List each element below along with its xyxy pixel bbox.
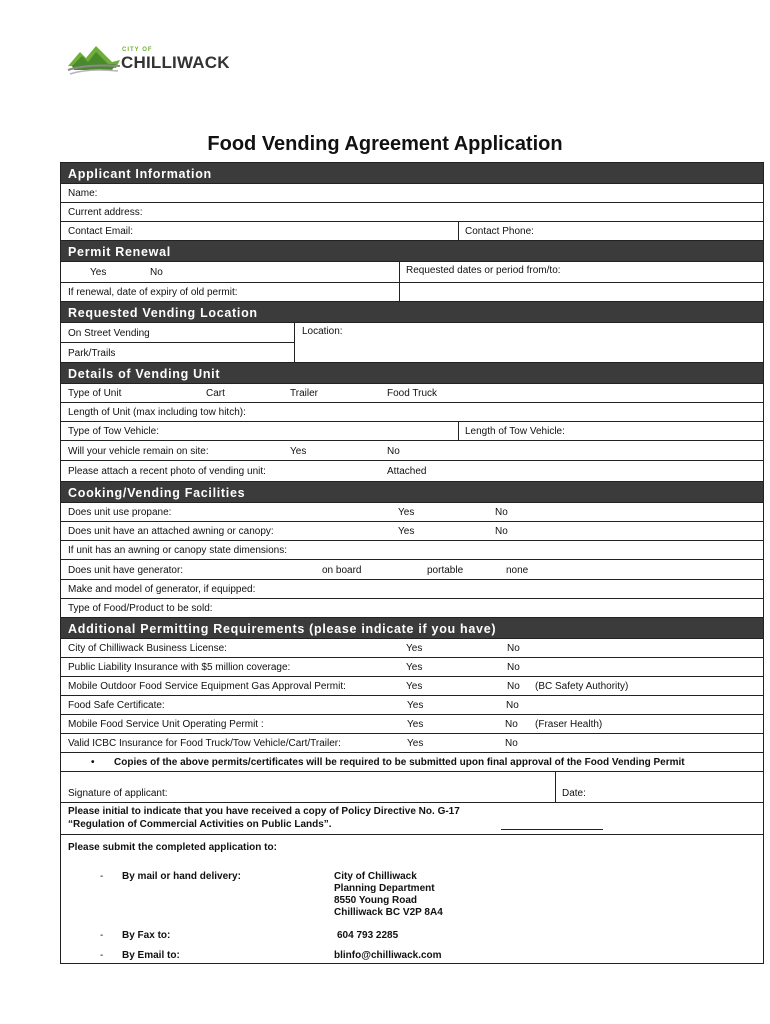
address-label: Current address:	[68, 207, 143, 218]
renewal-yes-no-row[interactable]	[61, 262, 763, 283]
gas-approval-label: Mobile Outdoor Food Service Equipment Gas Approval Permit:	[68, 681, 346, 692]
unit-type-label: Type of Unit	[68, 388, 122, 399]
business-yes-option[interactable]: Yes	[406, 643, 423, 654]
dash-email: -	[100, 950, 104, 961]
business-no-option[interactable]: No	[507, 643, 520, 654]
page-title: Food Vending Agreement Application	[207, 133, 563, 155]
tow-vehicle-row[interactable]	[61, 422, 763, 441]
photo-row[interactable]	[61, 461, 763, 482]
food-safe-row[interactable]	[61, 696, 763, 715]
operating-yes-option[interactable]: Yes	[407, 719, 424, 730]
applicant-address-row[interactable]	[61, 203, 763, 222]
divider	[458, 222, 459, 240]
signature-label: Signature of applicant:	[68, 788, 168, 799]
trailer-option[interactable]: Trailer	[290, 388, 318, 399]
mountain-logo-icon	[66, 44, 122, 78]
bullet-icon: •	[91, 757, 95, 768]
mail-label: By mail or hand delivery:	[122, 871, 241, 882]
operating-permit-label: Mobile Food Service Unit Operating Permit :	[68, 719, 264, 730]
dash-fax: -	[100, 930, 104, 941]
remain-label: Will your vehicle remain on site:	[68, 446, 209, 457]
operating-permit-row[interactable]	[61, 715, 763, 734]
mail-line-2: Planning Department	[334, 883, 435, 894]
icbc-yes-option[interactable]: Yes	[407, 738, 424, 749]
section-additional-permits: Additional Permitting Requirements (please indicate if you have)	[61, 618, 763, 639]
location-label: Location:	[302, 326, 343, 337]
awning-label: Does unit have an attached awning or canopy:	[68, 526, 274, 537]
phone-label: Contact Phone:	[465, 226, 534, 237]
divider	[399, 283, 400, 301]
tow-length-label: Length of Tow Vehicle:	[465, 426, 565, 437]
submit-heading: Please submit the completed application to:	[68, 842, 277, 853]
business-license-row[interactable]	[61, 639, 763, 658]
application-form	[60, 162, 764, 964]
propane-no-option[interactable]: No	[495, 507, 508, 518]
food-safe-label: Food Safe Certificate:	[68, 700, 165, 711]
generator-label: Does unit have generator:	[68, 565, 184, 576]
expiry-label: If renewal, date of expiry of old permit:	[68, 287, 238, 298]
street-vending-option[interactable]: On Street Vending	[68, 328, 150, 339]
renewal-expiry-row[interactable]	[61, 283, 763, 302]
initial-blank[interactable]	[501, 829, 603, 830]
logo-city-of: CITY OF	[122, 47, 153, 53]
liability-label: Public Liability Insurance with $5 million coverage:	[68, 662, 291, 673]
date-label: Date:	[562, 788, 586, 799]
renewal-no-option[interactable]: No	[150, 267, 163, 278]
liability-no-option[interactable]: No	[507, 662, 520, 673]
remain-yes-option[interactable]: Yes	[290, 446, 307, 457]
submission-block	[61, 835, 763, 963]
generator-portable-option[interactable]: portable	[427, 565, 464, 576]
section-permit-renewal: Permit Renewal	[61, 241, 763, 262]
mail-line-3: 8550 Young Road	[334, 895, 417, 906]
remain-no-option[interactable]: No	[387, 446, 400, 457]
food-safe-no-option[interactable]: No	[506, 700, 519, 711]
mail-line-1: City of Chilliwack	[334, 871, 417, 882]
food-type-label: Type of Food/Product to be sold:	[68, 603, 213, 614]
icbc-row[interactable]	[61, 734, 763, 753]
photo-label: Please attach a recent photo of vending unit:	[68, 466, 266, 477]
location-field[interactable]	[294, 323, 765, 362]
street-vending-row[interactable]	[61, 323, 294, 343]
name-label: Name:	[68, 188, 98, 199]
icbc-label: Valid ICBC Insurance for Food Truck/Tow Vehicle/Cart/Trailer:	[68, 738, 341, 749]
attached-option[interactable]: Attached	[387, 466, 427, 477]
business-license-label: City of Chilliwack Business License:	[68, 643, 227, 654]
email-address[interactable]: blinfo@chilliwack.com	[334, 950, 442, 961]
gas-note: (BC Safety Authority)	[535, 681, 629, 692]
policy-initial-row[interactable]	[61, 803, 763, 835]
gas-approval-row[interactable]	[61, 677, 763, 696]
divider	[458, 422, 459, 440]
generator-model-label: Make and model of generator, if equipped:	[68, 584, 256, 595]
divider	[555, 772, 556, 802]
applicant-contact-row[interactable]	[61, 222, 763, 241]
awning-dims-row[interactable]	[61, 541, 763, 560]
awning-yes-option[interactable]: Yes	[398, 526, 415, 537]
gas-no-option[interactable]: No	[507, 681, 520, 692]
cart-option[interactable]: Cart	[206, 388, 225, 399]
awning-row[interactable]	[61, 522, 763, 541]
copies-note: Copies of the above permits/certificates will be required to be submitted upon final approval of the Food Vending Permit	[114, 757, 685, 768]
icbc-no-option[interactable]: No	[505, 738, 518, 749]
applicant-name-row[interactable]	[61, 184, 763, 203]
generator-onboard-option[interactable]: on board	[322, 565, 362, 576]
fax-label: By Fax to:	[122, 930, 171, 941]
generator-none-option[interactable]: none	[506, 565, 529, 576]
propane-row[interactable]	[61, 503, 763, 522]
copies-note-row	[61, 753, 763, 772]
logo-chilliwack: CHILLIWACK	[121, 53, 230, 72]
unit-length-row[interactable]	[61, 403, 763, 422]
operating-note: (Fraser Health)	[535, 719, 603, 730]
policy-line-2: “Regulation of Commercial Activities on Public Lands”.	[68, 819, 332, 830]
park-trails-row[interactable]	[61, 343, 294, 363]
liability-yes-option[interactable]: Yes	[406, 662, 423, 673]
section-cooking-facilities: Cooking/Vending Facilities	[61, 482, 763, 503]
mail-line-4: Chilliwack BC V2P 8A4	[334, 907, 443, 918]
divider	[399, 262, 400, 282]
renewal-yes-option[interactable]: Yes	[90, 267, 107, 278]
email-label: Contact Email:	[68, 226, 134, 237]
generator-model-row[interactable]	[61, 580, 763, 599]
requested-dates-label: Requested dates or period from/to:	[406, 265, 561, 276]
food-safe-yes-option[interactable]: Yes	[407, 700, 424, 711]
awning-dims-label: If unit has an awning or canopy state dimensions:	[68, 545, 288, 556]
awning-no-option[interactable]: No	[495, 526, 508, 537]
tow-type-label: Type of Tow Vehicle:	[68, 426, 159, 437]
park-trails-option[interactable]: Park/Trails	[68, 348, 116, 359]
fax-number: 604 793 2285	[337, 930, 399, 941]
liability-row[interactable]	[61, 658, 763, 677]
dash-mail: -	[100, 871, 104, 882]
email-submit-label: By Email to:	[122, 950, 180, 961]
city-logo	[66, 44, 236, 80]
propane-yes-option[interactable]: Yes	[398, 507, 415, 518]
gas-yes-option[interactable]: Yes	[406, 681, 423, 692]
unit-length-label: Length of Unit (max including tow hitch):	[68, 407, 246, 418]
remain-on-site-row[interactable]	[61, 441, 763, 461]
unit-type-row[interactable]	[61, 384, 763, 403]
propane-label: Does unit use propane:	[68, 507, 172, 518]
location-block	[61, 323, 763, 363]
policy-line-1: Please initial to indicate that you have received a copy of Policy Directive No. G-17	[68, 806, 460, 817]
signature-row[interactable]	[61, 772, 763, 803]
food-truck-option[interactable]: Food Truck	[387, 388, 438, 399]
generator-row[interactable]	[61, 560, 763, 580]
section-vending-location: Requested Vending Location	[61, 302, 763, 323]
section-vending-unit: Details of Vending Unit	[61, 363, 763, 384]
operating-no-option[interactable]: No	[505, 719, 518, 730]
section-applicant-information: Applicant Information	[61, 163, 763, 184]
food-type-row[interactable]	[61, 599, 763, 618]
